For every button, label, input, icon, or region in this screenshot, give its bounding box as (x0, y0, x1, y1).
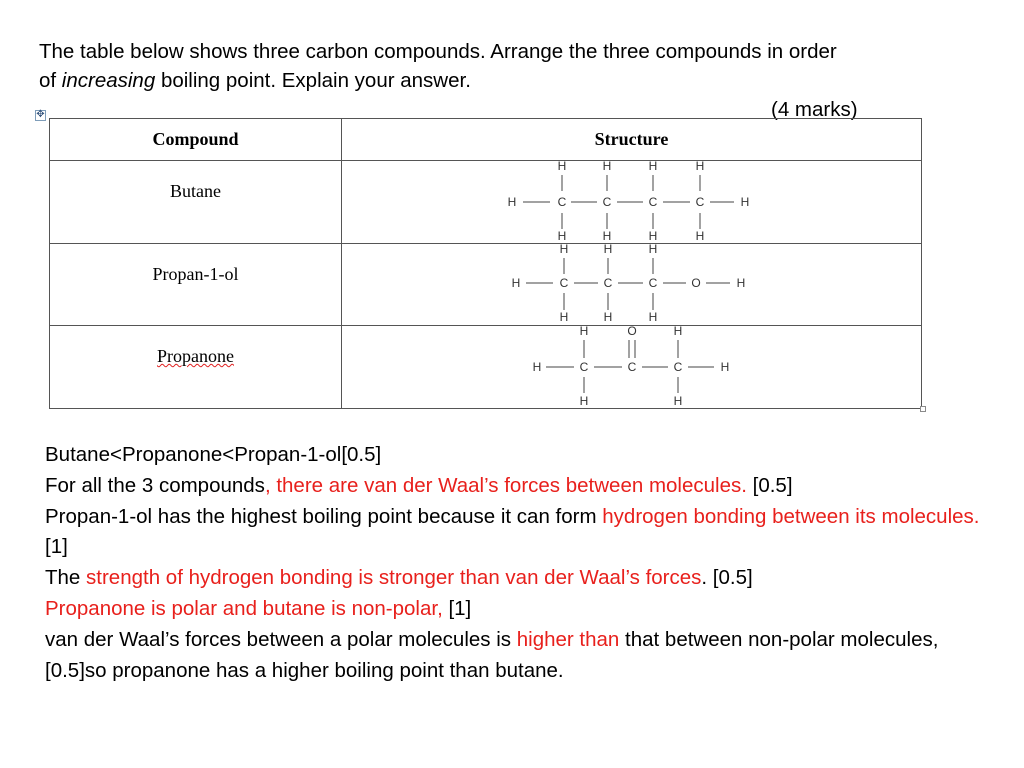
svg-text:C: C (627, 360, 637, 375)
table-row (50, 326, 922, 409)
answer-line-conclusion-start: van der Waal’s forces between a polar molecules is (45, 627, 517, 651)
highlight-hydrogen-bonding: hydrogen bonding between its molecules. (602, 504, 980, 528)
answer-line-strength (45, 563, 985, 594)
svg-text:H: H (740, 195, 750, 210)
answer-line-conclusion-end: that between non-polar molecules, [0.5]so propanone has a higher boiling point than butane. (45, 627, 939, 682)
answer-line-hbond (45, 502, 985, 564)
structure-cell (342, 244, 922, 326)
compound-name-cell (50, 161, 342, 244)
question-line-2-start: of (39, 69, 62, 92)
svg-text:H: H (695, 229, 705, 243)
svg-text:C: C (602, 195, 612, 210)
table-header-row (50, 119, 922, 161)
answer-line-polarity (45, 594, 985, 625)
question-line-1: The table below shows three carbon compounds. Arrange the three compounds in order (39, 40, 837, 63)
answer-line-vdw-mark: [0.5] (746, 473, 793, 497)
compound-name-cell (50, 244, 342, 326)
svg-text:H: H (579, 326, 589, 339)
svg-text:C: C (695, 195, 705, 210)
svg-text:H: H (602, 161, 612, 174)
highlight-strength: strength of hydrogen bonding is stronger than van der Waal’s forces (86, 566, 702, 590)
svg-text:H: H (559, 310, 569, 325)
highlight-polarity: Propanone is polar and butane is non-polar, (45, 596, 443, 620)
answer-text (45, 440, 985, 686)
question-text (39, 37, 979, 121)
svg-text:C: C (579, 360, 589, 375)
answer-line-vdw (45, 471, 985, 502)
table-resize-handle[interactable] (920, 406, 926, 412)
marks-label: (4 marks) (771, 98, 858, 121)
svg-text:H: H (648, 244, 658, 257)
answer-line-vdw-start: For all the 3 compounds (45, 473, 265, 497)
svg-text:C: C (648, 195, 658, 210)
question-line-2 (39, 66, 979, 121)
svg-text:O: O (691, 276, 701, 291)
question-line-2-end: boiling point. Explain your answer. (155, 69, 471, 92)
svg-text:H: H (695, 161, 705, 174)
svg-text:H: H (511, 276, 521, 291)
svg-text:C: C (673, 360, 683, 375)
header-structure: Structure (342, 119, 922, 161)
question-italic-word: increasing (61, 69, 156, 92)
svg-text:H: H (648, 229, 658, 243)
highlight-higher-than: higher than (516, 627, 620, 651)
svg-text:H: H (673, 326, 683, 339)
svg-text:H: H (603, 244, 613, 257)
svg-text:H: H (557, 229, 567, 243)
table-row (50, 244, 922, 326)
svg-text:H: H (673, 394, 683, 408)
compound-name-butane: Butane (170, 181, 221, 201)
svg-text:O: O (627, 326, 637, 339)
table-move-handle-icon[interactable]: ✥ (36, 109, 45, 120)
propanone-bottom-h (580, 394, 683, 408)
svg-text:C: C (559, 276, 569, 291)
answer-line-strength-start: The (45, 566, 87, 590)
svg-text:H: H (736, 276, 746, 291)
svg-text:H: H (602, 229, 612, 243)
compound-name-propanone: Propanone (157, 346, 234, 366)
answer-line-hbond-start: Propan-1-ol has the highest boiling point because it can form (45, 504, 603, 528)
answer-line-polarity-mark: [1] (442, 596, 472, 620)
svg-text:H: H (532, 360, 542, 375)
answer-line-hbond-mark: [1] (45, 535, 68, 559)
svg-text:H: H (603, 310, 613, 325)
svg-text:H: H (648, 161, 658, 174)
answer-line-strength-mark: . [0.5] (701, 566, 753, 590)
svg-text:H: H (648, 310, 658, 325)
svg-text:H: H (559, 244, 569, 257)
svg-text:H: H (507, 195, 517, 210)
answer-order: Butane<Propanone<Propan-1-ol[0.5] (45, 443, 382, 466)
compound-table (49, 118, 922, 409)
svg-text:H: H (720, 360, 730, 375)
butane-structure (342, 161, 920, 243)
compound-name-propan-1-ol: Propan-1-ol (152, 264, 239, 284)
propan-1-ol-structure (342, 244, 920, 325)
header-compound: Compound (50, 119, 342, 161)
butane-bottom-h (558, 229, 705, 243)
propanone-structure (342, 326, 920, 408)
propanone-top-atoms (580, 326, 683, 338)
structure-cell (342, 161, 922, 244)
highlight-vdw-forces: , there are van der Waal’s forces between molecules. (264, 473, 747, 497)
structure-cell (342, 326, 922, 409)
answer-line-conclusion (45, 625, 985, 687)
svg-text:C: C (557, 195, 567, 210)
svg-text:C: C (603, 276, 613, 291)
svg-text:C: C (648, 276, 658, 291)
svg-text:H: H (557, 161, 567, 174)
propanol-top-h (560, 244, 658, 256)
propanol-bottom-h (560, 310, 658, 324)
butane-top-h (558, 161, 705, 173)
svg-text:H: H (579, 394, 589, 408)
table-row (50, 161, 922, 244)
compound-name-cell (50, 326, 342, 409)
